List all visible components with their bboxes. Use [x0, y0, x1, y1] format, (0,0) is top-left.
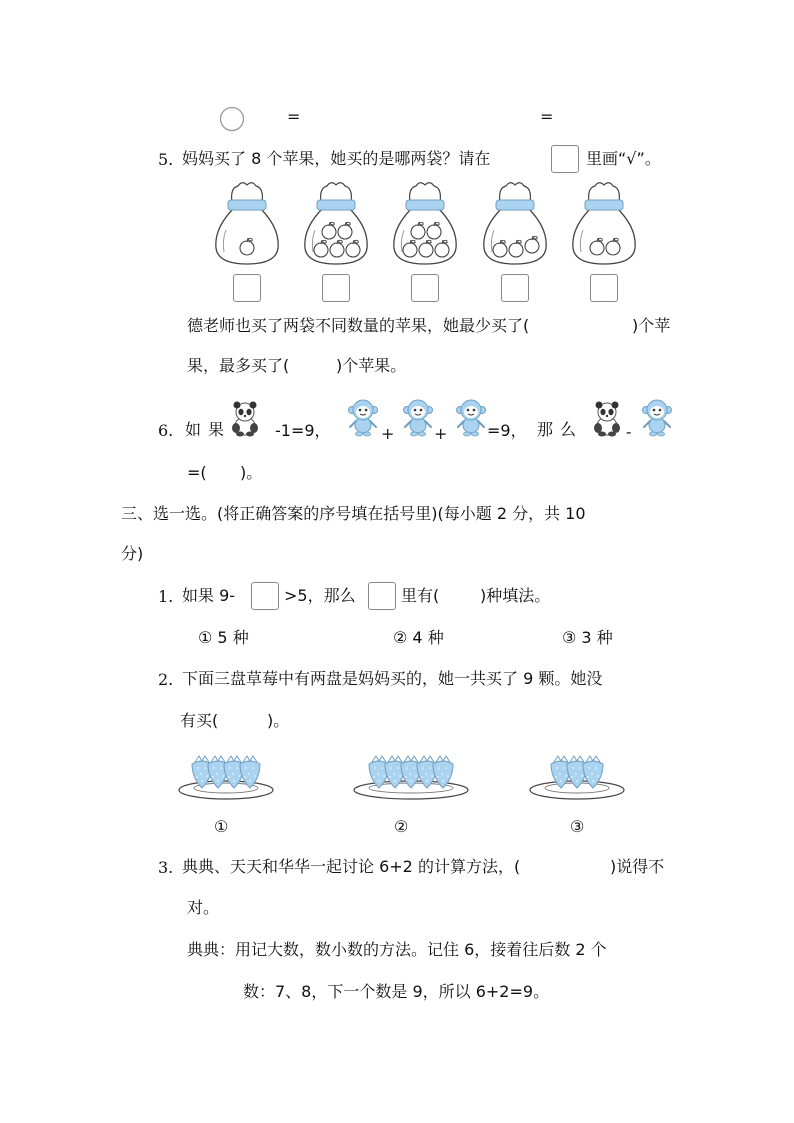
monkey-icon	[641, 397, 673, 437]
q6-na: 那	[537, 420, 554, 439]
equals-sign-2: =	[540, 107, 554, 126]
panda-icon	[228, 400, 262, 436]
apple-bag	[480, 180, 550, 266]
s3q2-line1: 下面三盘草莓中有两盘是妈妈买的，她一共买了 9 颗。她没	[182, 669, 603, 688]
monkey-icon	[455, 397, 487, 437]
bag-3-checkbox[interactable]	[411, 274, 439, 302]
s3q2-number: 2.	[158, 670, 174, 689]
plate-label-3: ③	[570, 817, 585, 836]
apple-bag	[301, 180, 371, 266]
q6-eq-monkey: =9，	[487, 421, 527, 440]
q6-me: 么	[560, 420, 577, 439]
s3q1-part3: 里有(	[401, 586, 440, 605]
q6-plus2: +	[434, 424, 448, 443]
bag-2-checkbox[interactable]	[322, 274, 350, 302]
apple-bag	[569, 180, 639, 266]
q6-eq-panda: -1=9，	[275, 421, 331, 440]
s3q3-dd-line2: 数：7、8，下一个数是 9，所以 6+2=9。	[243, 982, 550, 1001]
bag-5-checkbox[interactable]	[590, 274, 618, 302]
q6-answer-close: )。	[240, 463, 263, 482]
q6-minus: -	[626, 422, 632, 441]
s3q2-line2-end: )。	[267, 711, 290, 730]
q6-guo: 果	[208, 420, 225, 439]
q5-prompt-end: 里画“√”。	[586, 149, 661, 168]
s3q3-line2: 对。	[187, 898, 220, 917]
s3q1-option-3: ③ 3 种	[562, 628, 613, 647]
monkey-icon	[347, 397, 379, 437]
q6-ru: 如	[185, 420, 202, 439]
s3q1-option-2: ② 4 种	[393, 628, 444, 647]
q6-number: 6.	[158, 421, 174, 440]
plate-label-1: ①	[214, 817, 229, 836]
q5-follow-line2: 果，最多买了(	[187, 356, 290, 375]
q6-plus1: +	[381, 424, 395, 443]
s3q2-line2-start: 有买(	[180, 711, 219, 730]
apple-bag	[212, 180, 282, 266]
bag-4-checkbox[interactable]	[501, 274, 529, 302]
q5-number: 5.	[158, 150, 174, 169]
strawberry-plate	[529, 750, 625, 802]
panda-icon	[590, 400, 624, 436]
section3-title: 三、选一选。(将正确答案的序号填在括号里)(每小题 2 分，共 10	[121, 504, 586, 523]
s3q1-part1: 如果 9-	[182, 586, 236, 605]
s3q1-part2: >5，那么	[284, 586, 356, 605]
answer-box[interactable]	[551, 145, 579, 173]
q6-answer-open: =(	[187, 463, 207, 482]
q5-follow-line1: 德老师也买了两袋不同数量的苹果，她最少买了(	[187, 316, 530, 335]
apple-bag	[390, 180, 460, 266]
s3q3-line1-end: )说得不	[610, 857, 665, 876]
section3-title-cont: 分)	[121, 544, 144, 563]
bag-1-checkbox[interactable]	[233, 274, 261, 302]
answer-box[interactable]	[368, 582, 396, 610]
strawberry-plate	[178, 750, 274, 802]
s3q1-option-1: ① 5 种	[198, 628, 249, 647]
answer-box[interactable]	[251, 582, 279, 610]
s3q1-number: 1.	[158, 587, 174, 606]
s3q3-line1-start: 典典、天天和华华一起讨论 6+2 的计算方法，(	[182, 857, 521, 876]
equals-sign-1: =	[287, 107, 301, 126]
plate-label-2: ②	[394, 817, 409, 836]
s3q3-number: 3.	[158, 858, 174, 877]
monkey-icon	[402, 397, 434, 437]
s3q3-dd-line1: 典典：用记大数，数小数的方法。记住 6，接着往后数 2 个	[187, 940, 607, 959]
q5-follow-line2-end: )个苹果。	[336, 356, 407, 375]
circle-icon	[219, 106, 245, 132]
strawberry-plate	[353, 750, 469, 802]
q5-prompt: 妈妈买了 8 个苹果，她买的是哪两袋？请在	[182, 149, 491, 168]
q5-follow-line1-mid: )个苹	[632, 316, 671, 335]
s3q1-part4: )种填法。	[480, 586, 551, 605]
